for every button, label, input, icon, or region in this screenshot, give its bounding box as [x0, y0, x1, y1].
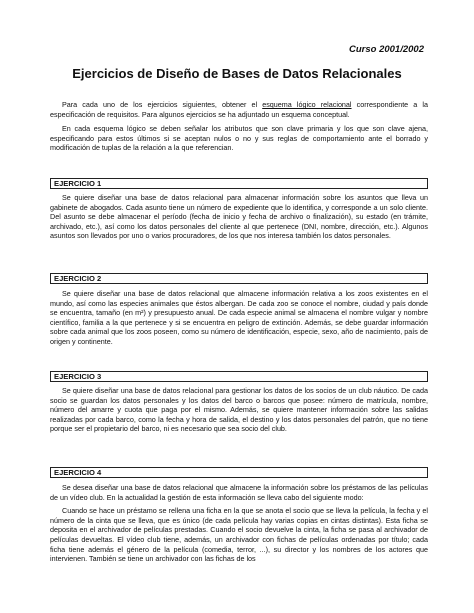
exercise-1-paragraph: Se quiere diseñar una base de datos relacional para almacenar información sobre los asuntos que lleva un gabinete de abogados. Cada asunto tiene un número de expediente que lo identifica, y corresponde a un solo cliente. Del asunto se debe almacenar el período (fecha de inicio y fecha de archivo o finalización), su estado (en trámite, archivado, etc.), así como los datos personales del cliente al que pertenece (DNI, nombre, dirección, etc.). Algunos asuntos son llevados por uno o varios procuradores, de los que nos interesa también los datos personales.	[50, 193, 428, 241]
intro-paragraph-2: En cada esquema lógico se deben señalar los atributos que son clave primaria y los que son clave ajena, especificando para estos últimos si se aceptan nulos o no y sus reglas de comportamiento ante el borrado y modificación de tuplas de la relación a la que referencian.	[50, 124, 428, 153]
exercise-4-paragraph-2: Cuando se hace un préstamo se rellena una ficha en la que se anota el socio que se lleva la película, la fecha y el número de la cinta que se lleva, que es único (de cada película hay varias copias en cintas distintas). Esta ficha se deposita en el archivador de películas prestadas. Cuando el socio devuelve la cinta, la ficha se pasa al archivador de películas devueltas. El vídeo club tiene, además, un archivador con fichas de películas ordenadas por título; cada ficha tiene además el género de la película (comedia, terror, ...), su director y los nombres de los actores que intervienen. También se tiene un archivador con las fichas de los	[50, 506, 428, 564]
exercise-3-paragraph: Se quiere diseñar una base de datos relacional para gestionar los datos de los socios de un club náutico. De cada socio se guardan los datos personales y los datos del barco o barcos que posee: número de matrícula, nombre, número del amarre y cuota que paga por el mismo. Además, se quiere mantener información sobre las salidas realizadas por cada barco, como la fecha y hora de salida, el destino y los datos personales del patrón, que no tiene porque ser el propietario del barco, ni es necesario que sea socio del club.	[50, 386, 428, 434]
exercise-3-text	[50, 386, 428, 438]
exercise-2-text	[50, 289, 428, 351]
exercise-4-paragraph-1: Se desea diseñar una base de datos relacional que almacene la información sobre los préstamos de las películas de un vídeo club. En la actualidad la gestión de esta información se lleva cabo del siguiente modo:	[50, 483, 428, 502]
intro-p1-after: correspondiente a la especificación de requisitos. Para algunos ejercicios se ha adjuntado un esquema conceptual.	[50, 100, 428, 119]
exercise-1-text	[50, 193, 428, 245]
exercise-4-text	[50, 483, 428, 568]
exercise-4-heading: EJERCICIO 4	[50, 467, 428, 478]
course-label: Curso 2001/2002	[349, 44, 424, 55]
exercise-3-heading: EJERCICIO 3	[50, 371, 428, 382]
exercise-1-heading: EJERCICIO 1	[50, 178, 428, 189]
page-title: Ejercicios de Diseño de Bases de Datos Relacionales	[72, 66, 402, 81]
intro-section	[50, 100, 428, 158]
exercise-2-heading: EJERCICIO 2	[50, 273, 428, 284]
intro-p1-before: Para cada uno de los ejercicios siguientes, obtener el	[62, 100, 263, 109]
logical-schema-link: esquema lógico relacional	[262, 100, 352, 109]
exercise-2-paragraph: Se quiere diseñar una base de datos relacional que almacene información relativa a los zoos existentes en el mundo, así como las especies animales que éstos albergan. De cada zoo se conoce el nombre, ciudad y país donde se encuentra, tamaño (en m²) y presupuesto anual. De cada especie animal se almacena el nombre vulgar y nombre científico, familia a la que pertenece y si se encuentra en peligro de extinción. Además, se debe guardar información sobre cada animal que los zoos poseen, como su número de identificación, especie, sexo, año de nacimiento, país de origen y continente.	[50, 289, 428, 346]
intro-paragraph-1	[50, 100, 428, 119]
